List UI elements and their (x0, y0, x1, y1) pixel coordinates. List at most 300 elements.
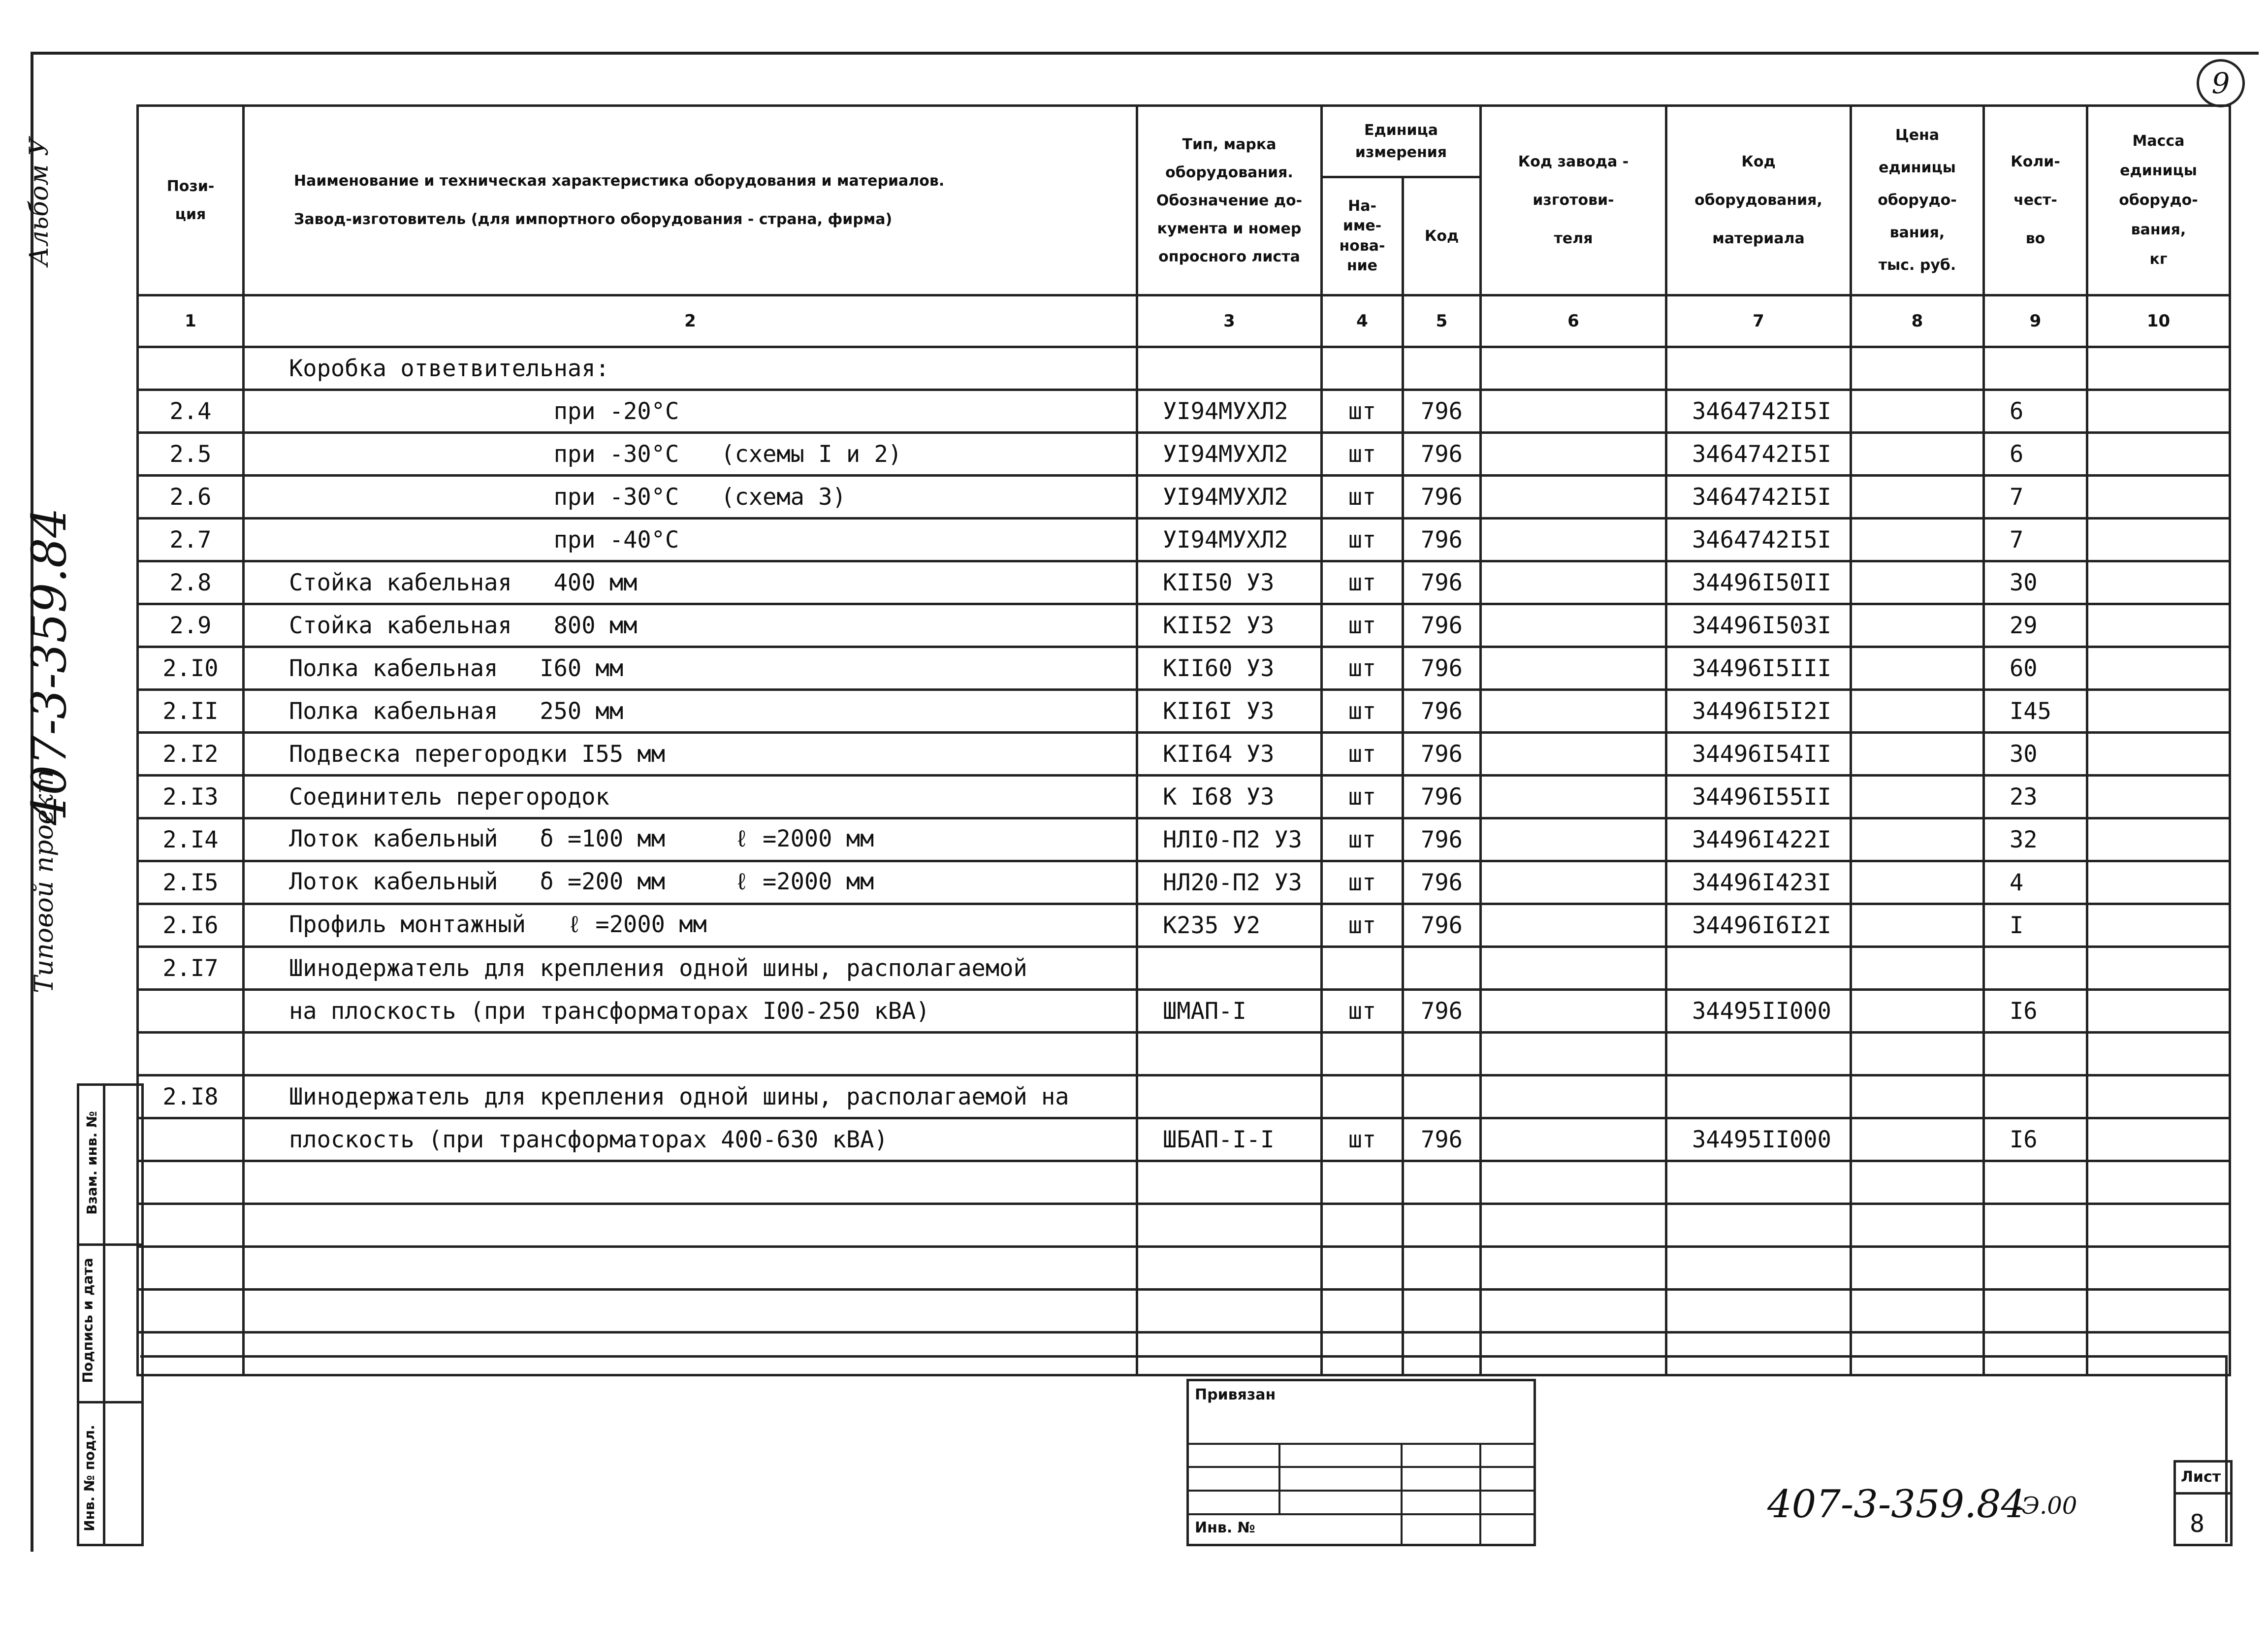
name-cell: Лоток кабельный δ =100 мм ℓ =2000 мм (244, 818, 1137, 861)
price-cell (1851, 861, 1984, 904)
name-cell: Лоток кабельный δ =200 мм ℓ =2000 мм (244, 861, 1137, 904)
mass-cell (2087, 1033, 2230, 1075)
position-cell: 2.I3 (138, 776, 244, 818)
quantity-cell: I45 (1984, 690, 2087, 733)
unit-name-cell: шт (1322, 776, 1403, 818)
price-cell (1851, 1204, 1984, 1247)
equipment-code-cell (1666, 1033, 1851, 1075)
factory-code-cell (1481, 1033, 1666, 1075)
position-cell: 2.I5 (138, 861, 244, 904)
table-row (138, 1204, 2230, 1247)
stamp-inv-label: Инв. № (1195, 1519, 1255, 1536)
equipment-code-cell: 3464742I5I (1666, 433, 1851, 476)
type-cell (1137, 1075, 1322, 1118)
sheet-number: 8 (2190, 1509, 2205, 1538)
unit-name-cell: шт (1322, 733, 1403, 776)
table-row (138, 690, 2230, 733)
equipment-code-cell: 3464742I5I (1666, 519, 1851, 561)
unit-name-cell: шт (1322, 1118, 1403, 1161)
mass-cell (2087, 561, 2230, 604)
quantity-cell: 30 (1984, 733, 2087, 776)
type-cell: КII64 УЗ (1137, 733, 1322, 776)
factory-code-cell (1481, 1290, 1666, 1333)
specification-table (136, 104, 2231, 1376)
factory-code-cell (1481, 861, 1666, 904)
quantity-cell (1984, 1204, 2087, 1247)
unit-name-cell (1322, 947, 1403, 990)
price-cell (1851, 1075, 1984, 1118)
header-factory-code: Код завода - изготови- теля (1481, 106, 1666, 295)
col-num: 2 (244, 295, 1137, 347)
price-cell (1851, 390, 1984, 433)
side-project-label: Типовой проект (30, 770, 59, 993)
type-cell: ШБАП-I-I (1137, 1118, 1322, 1161)
equipment-code-cell: 34496I6I2I (1666, 904, 1851, 947)
factory-code-cell (1481, 1247, 1666, 1290)
mass-cell (2087, 776, 2230, 818)
position-cell: 2.I8 (138, 1075, 244, 1118)
position-cell: 2.II (138, 690, 244, 733)
factory-code-cell (1481, 990, 1666, 1033)
unit-code-cell (1403, 1290, 1481, 1333)
left-stamp-sign-date: Подпись и дата (79, 1258, 96, 1383)
quantity-cell: I6 (1984, 990, 2087, 1033)
name-cell: Шинодержатель для крепления одной шины, располагаемой (244, 947, 1137, 990)
side-project-code: 407-3-359.84 (22, 507, 77, 825)
equipment-code-cell: 3464742I5I (1666, 390, 1851, 433)
position-cell: 2.8 (138, 561, 244, 604)
unit-name-cell: шт (1322, 476, 1403, 519)
table-row (138, 647, 2230, 690)
position-cell (138, 1204, 244, 1247)
equipment-code-cell (1666, 1075, 1851, 1118)
mass-cell (2087, 947, 2230, 990)
quantity-cell: 4 (1984, 861, 2087, 904)
type-cell (1137, 1333, 1322, 1375)
unit-name-cell (1322, 347, 1403, 390)
position-cell: 2.6 (138, 476, 244, 519)
unit-name-cell: шт (1322, 433, 1403, 476)
unit-code-cell: 796 (1403, 776, 1481, 818)
col-num: 4 (1322, 295, 1403, 347)
table-row (138, 1247, 2230, 1290)
position-cell: 2.7 (138, 519, 244, 561)
table-row (138, 1333, 2230, 1375)
unit-name-cell (1322, 1075, 1403, 1118)
name-cell (244, 1290, 1137, 1333)
header-equipment-code: Код оборудования, материала (1666, 106, 1851, 295)
position-cell: 2.5 (138, 433, 244, 476)
mass-cell (2087, 904, 2230, 947)
factory-code-cell (1481, 647, 1666, 690)
table-row (138, 1290, 2230, 1333)
name-cell: при -40°С (244, 519, 1137, 561)
col-num: 3 (1137, 295, 1322, 347)
table-row (138, 561, 2230, 604)
position-cell: 2.I6 (138, 904, 244, 947)
name-cell: Полка кабельная 250 мм (244, 690, 1137, 733)
equipment-code-cell: 34496I50II (1666, 561, 1851, 604)
factory-code-cell (1481, 433, 1666, 476)
position-cell (138, 1247, 244, 1290)
mass-cell (2087, 1075, 2230, 1118)
mass-cell (2087, 1204, 2230, 1247)
unit-name-cell: шт (1322, 990, 1403, 1033)
col-num: 5 (1403, 295, 1481, 347)
price-cell (1851, 1247, 1984, 1290)
factory-code-cell (1481, 347, 1666, 390)
unit-code-cell: 796 (1403, 561, 1481, 604)
type-cell: УI94МУХЛ2 (1137, 519, 1322, 561)
price-cell (1851, 904, 1984, 947)
unit-name-cell: шт (1322, 519, 1403, 561)
price-cell (1851, 1118, 1984, 1161)
type-cell: ШМАП-I (1137, 990, 1322, 1033)
mass-cell (2087, 861, 2230, 904)
position-cell: 2.I0 (138, 647, 244, 690)
unit-code-cell (1403, 347, 1481, 390)
type-cell: К I68 УЗ (1137, 776, 1322, 818)
quantity-cell: 29 (1984, 604, 2087, 647)
col-num: 1 (138, 295, 244, 347)
header-unit-code: Код (1403, 177, 1481, 295)
price-cell (1851, 733, 1984, 776)
unit-code-cell: 796 (1403, 818, 1481, 861)
unit-code-cell (1403, 1204, 1481, 1247)
table-row (138, 904, 2230, 947)
side-album-label: Альбом У (25, 137, 54, 266)
price-cell (1851, 604, 1984, 647)
position-cell: 2.I7 (138, 947, 244, 990)
name-cell: Коробка ответвительная: (244, 347, 1137, 390)
price-cell (1851, 776, 1984, 818)
factory-code-cell (1481, 690, 1666, 733)
position-cell (138, 1290, 244, 1333)
name-cell: на плоскость (при трансформаторах I00-250 кВА) (244, 990, 1137, 1033)
price-cell (1851, 347, 1984, 390)
mass-cell (2087, 1118, 2230, 1161)
header-name (244, 106, 1137, 295)
type-cell: КII50 УЗ (1137, 561, 1322, 604)
quantity-cell: 32 (1984, 818, 2087, 861)
price-cell (1851, 647, 1984, 690)
name-cell (244, 1204, 1137, 1247)
position-cell (138, 347, 244, 390)
unit-name-cell: шт (1322, 561, 1403, 604)
left-stamp-inv-orig: Инв. № подл. (81, 1425, 97, 1531)
equipment-code-cell (1666, 947, 1851, 990)
factory-code-cell (1481, 1075, 1666, 1118)
unit-code-cell (1403, 1161, 1481, 1204)
name-cell: при -20°С (244, 390, 1137, 433)
quantity-cell: 23 (1984, 776, 2087, 818)
table-row (138, 476, 2230, 519)
equipment-code-cell: 34496I423I (1666, 861, 1851, 904)
factory-code-cell (1481, 1118, 1666, 1161)
name-cell (244, 1247, 1137, 1290)
equipment-code-cell (1666, 1333, 1851, 1375)
type-cell: КII52 УЗ (1137, 604, 1322, 647)
price-cell (1851, 433, 1984, 476)
factory-code-cell (1481, 776, 1666, 818)
left-stamp-inv-repl: Взам. инв. № (83, 1111, 100, 1215)
equipment-code-cell: 34496I503I (1666, 604, 1851, 647)
table-row (138, 1075, 2230, 1118)
sheet-circle-number: 9 (2197, 59, 2245, 107)
unit-name-cell: шт (1322, 861, 1403, 904)
table-row (138, 390, 2230, 433)
factory-code-cell (1481, 519, 1666, 561)
unit-code-cell: 796 (1403, 1118, 1481, 1161)
unit-code-cell: 796 (1403, 861, 1481, 904)
price-cell (1851, 561, 1984, 604)
table-row (138, 947, 2230, 990)
mass-cell (2087, 390, 2230, 433)
table-row (138, 733, 2230, 776)
unit-code-cell: 796 (1403, 519, 1481, 561)
quantity-cell: 7 (1984, 519, 2087, 561)
document-code-suffix: -Э.00 (2013, 1492, 2077, 1520)
header-name-line2: Завод-изготовитель (для импортного оборудования - страна, фирма) (294, 211, 893, 228)
name-cell: Стойка кабельная 800 мм (244, 604, 1137, 647)
sheet-label: Лист (2181, 1468, 2221, 1486)
mass-cell (2087, 990, 2230, 1033)
position-cell (138, 990, 244, 1033)
position-cell: 2.I4 (138, 818, 244, 861)
unit-name-cell (1322, 1033, 1403, 1075)
unit-code-cell (1403, 1033, 1481, 1075)
header-unit-name: На- име- нова- ние (1322, 177, 1403, 295)
unit-code-cell (1403, 1075, 1481, 1118)
mass-cell (2087, 1333, 2230, 1375)
type-cell: К235 У2 (1137, 904, 1322, 947)
name-cell: Подвеска перегородки I55 мм (244, 733, 1137, 776)
unit-code-cell: 796 (1403, 604, 1481, 647)
unit-code-cell: 796 (1403, 990, 1481, 1033)
sheet-number-box (2173, 1460, 2233, 1546)
price-cell (1851, 1161, 1984, 1204)
col-num: 7 (1666, 295, 1851, 347)
mass-cell (2087, 1161, 2230, 1204)
factory-code-cell (1481, 390, 1666, 433)
position-cell (138, 1033, 244, 1075)
unit-code-cell: 796 (1403, 390, 1481, 433)
quantity-cell (1984, 1161, 2087, 1204)
unit-code-cell: 796 (1403, 433, 1481, 476)
left-stamp-column (77, 1083, 144, 1546)
header-type: Тип, марка оборудования. Обозначение до- кумента и номер опросного листа (1137, 106, 1322, 295)
equipment-code-cell: 34496I54II (1666, 733, 1851, 776)
quantity-cell: I6 (1984, 1118, 2087, 1161)
table-row (138, 433, 2230, 476)
quantity-cell (1984, 1247, 2087, 1290)
equipment-code-cell (1666, 347, 1851, 390)
price-cell (1851, 1333, 1984, 1375)
unit-name-cell: шт (1322, 604, 1403, 647)
unit-code-cell (1403, 1333, 1481, 1375)
quantity-cell (1984, 1033, 2087, 1075)
name-cell: плоскость (при трансформаторах 400-630 кВА) (244, 1118, 1137, 1161)
price-cell (1851, 476, 1984, 519)
table-row (138, 1033, 2230, 1075)
name-cell: Полка кабельная I60 мм (244, 647, 1137, 690)
quantity-cell (1984, 1075, 2087, 1118)
unit-code-cell: 796 (1403, 690, 1481, 733)
unit-name-cell: шт (1322, 390, 1403, 433)
unit-code-cell (1403, 947, 1481, 990)
table-row (138, 776, 2230, 818)
factory-code-cell (1481, 1161, 1666, 1204)
quantity-cell (1984, 1290, 2087, 1333)
position-cell (138, 1333, 244, 1375)
header-quantity: Коли- чест- во (1984, 106, 2087, 295)
name-cell (244, 1333, 1137, 1375)
equipment-code-cell (1666, 1247, 1851, 1290)
quantity-cell (1984, 1333, 2087, 1375)
mass-cell (2087, 519, 2230, 561)
type-cell (1137, 1247, 1322, 1290)
col-num: 10 (2087, 295, 2230, 347)
col-num: 9 (1984, 295, 2087, 347)
position-cell (138, 1118, 244, 1161)
table-row (138, 604, 2230, 647)
price-cell (1851, 990, 1984, 1033)
unit-name-cell (1322, 1247, 1403, 1290)
factory-code-cell (1481, 1204, 1666, 1247)
table-row (138, 861, 2230, 904)
factory-code-cell (1481, 733, 1666, 776)
name-cell: Шинодержатель для крепления одной шины, располагаемой на (244, 1075, 1137, 1118)
position-cell: 2.4 (138, 390, 244, 433)
equipment-code-cell: 34496I5I2I (1666, 690, 1851, 733)
mass-cell (2087, 647, 2230, 690)
mass-cell (2087, 347, 2230, 390)
equipment-code-cell: 34495II000 (1666, 1118, 1851, 1161)
factory-code-cell (1481, 904, 1666, 947)
unit-code-cell: 796 (1403, 904, 1481, 947)
position-cell (138, 1161, 244, 1204)
mass-cell (2087, 818, 2230, 861)
factory-code-cell (1481, 1333, 1666, 1375)
equipment-code-cell (1666, 1290, 1851, 1333)
table-row (138, 818, 2230, 861)
stamp-bound-label: Привязан (1195, 1386, 1276, 1403)
unit-code-cell: 796 (1403, 733, 1481, 776)
quantity-cell: 30 (1984, 561, 2087, 604)
type-cell (1137, 347, 1322, 390)
type-cell: НЛ20-П2 УЗ (1137, 861, 1322, 904)
table-row (138, 519, 2230, 561)
price-cell (1851, 519, 1984, 561)
header-price: Цена единицы оборудо- вания, тыс. руб. (1851, 106, 1984, 295)
equipment-code-cell: 34495II000 (1666, 990, 1851, 1033)
mass-cell (2087, 1290, 2230, 1333)
quantity-cell: 7 (1984, 476, 2087, 519)
type-cell: УI94МУХЛ2 (1137, 476, 1322, 519)
unit-name-cell: шт (1322, 904, 1403, 947)
name-cell (244, 1033, 1137, 1075)
position-cell: 2.9 (138, 604, 244, 647)
type-cell (1137, 1290, 1322, 1333)
type-cell: УI94МУХЛ2 (1137, 433, 1322, 476)
type-cell: КII60 УЗ (1137, 647, 1322, 690)
mass-cell (2087, 733, 2230, 776)
type-cell (1137, 1204, 1322, 1247)
unit-code-cell: 796 (1403, 476, 1481, 519)
unit-name-cell (1322, 1333, 1403, 1375)
name-cell: Профиль монтажный ℓ =2000 мм (244, 904, 1137, 947)
mass-cell (2087, 604, 2230, 647)
name-cell: Соединитель перегородок (244, 776, 1137, 818)
quantity-cell (1984, 947, 2087, 990)
table-row (138, 1118, 2230, 1161)
equipment-code-cell: 3464742I5I (1666, 476, 1851, 519)
header-unit: Единица измерения (1322, 106, 1481, 177)
quantity-cell: I (1984, 904, 2087, 947)
type-cell: УI94МУХЛ2 (1137, 390, 1322, 433)
col-num: 6 (1481, 295, 1666, 347)
type-cell: НЛI0-П2 УЗ (1137, 818, 1322, 861)
type-cell (1137, 947, 1322, 990)
unit-code-cell (1403, 1247, 1481, 1290)
name-cell: при -30°С (схема 3) (244, 476, 1137, 519)
name-cell (244, 1161, 1137, 1204)
mass-cell (2087, 433, 2230, 476)
quantity-cell: 6 (1984, 433, 2087, 476)
table-row (138, 347, 2230, 390)
equipment-code-cell: 34496I5III (1666, 647, 1851, 690)
column-number-row (138, 295, 2230, 347)
quantity-cell (1984, 347, 2087, 390)
factory-code-cell (1481, 947, 1666, 990)
type-cell: КII6I УЗ (1137, 690, 1322, 733)
col-num: 8 (1851, 295, 1984, 347)
price-cell (1851, 818, 1984, 861)
quantity-cell: 6 (1984, 390, 2087, 433)
mass-cell (2087, 690, 2230, 733)
header-row-top (138, 106, 2230, 177)
factory-code-cell (1481, 818, 1666, 861)
name-cell: Стойка кабельная 400 мм (244, 561, 1137, 604)
unit-name-cell (1322, 1204, 1403, 1247)
header-name-line1: Наименование и техническая характеристика оборудования и материалов. (294, 172, 945, 190)
mass-cell (2087, 1247, 2230, 1290)
table-row (138, 1161, 2230, 1204)
type-cell (1137, 1033, 1322, 1075)
document-code: 407-3-359.84 (1767, 1482, 2026, 1527)
factory-code-cell (1481, 561, 1666, 604)
equipment-code-cell (1666, 1204, 1851, 1247)
type-cell (1137, 1161, 1322, 1204)
mass-cell (2087, 476, 2230, 519)
price-cell (1851, 1033, 1984, 1075)
price-cell (1851, 1290, 1984, 1333)
equipment-code-cell: 34496I422I (1666, 818, 1851, 861)
header-mass: Масса единицы оборудо- вания, кг (2087, 106, 2230, 295)
factory-code-cell (1481, 604, 1666, 647)
quantity-cell: 60 (1984, 647, 2087, 690)
equipment-code-cell (1666, 1161, 1851, 1204)
unit-name-cell: шт (1322, 818, 1403, 861)
table-row (138, 990, 2230, 1033)
unit-name-cell: шт (1322, 690, 1403, 733)
price-cell (1851, 690, 1984, 733)
unit-name-cell (1322, 1290, 1403, 1333)
price-cell (1851, 947, 1984, 990)
factory-code-cell (1481, 476, 1666, 519)
equipment-code-cell: 34496I55II (1666, 776, 1851, 818)
unit-code-cell: 796 (1403, 647, 1481, 690)
